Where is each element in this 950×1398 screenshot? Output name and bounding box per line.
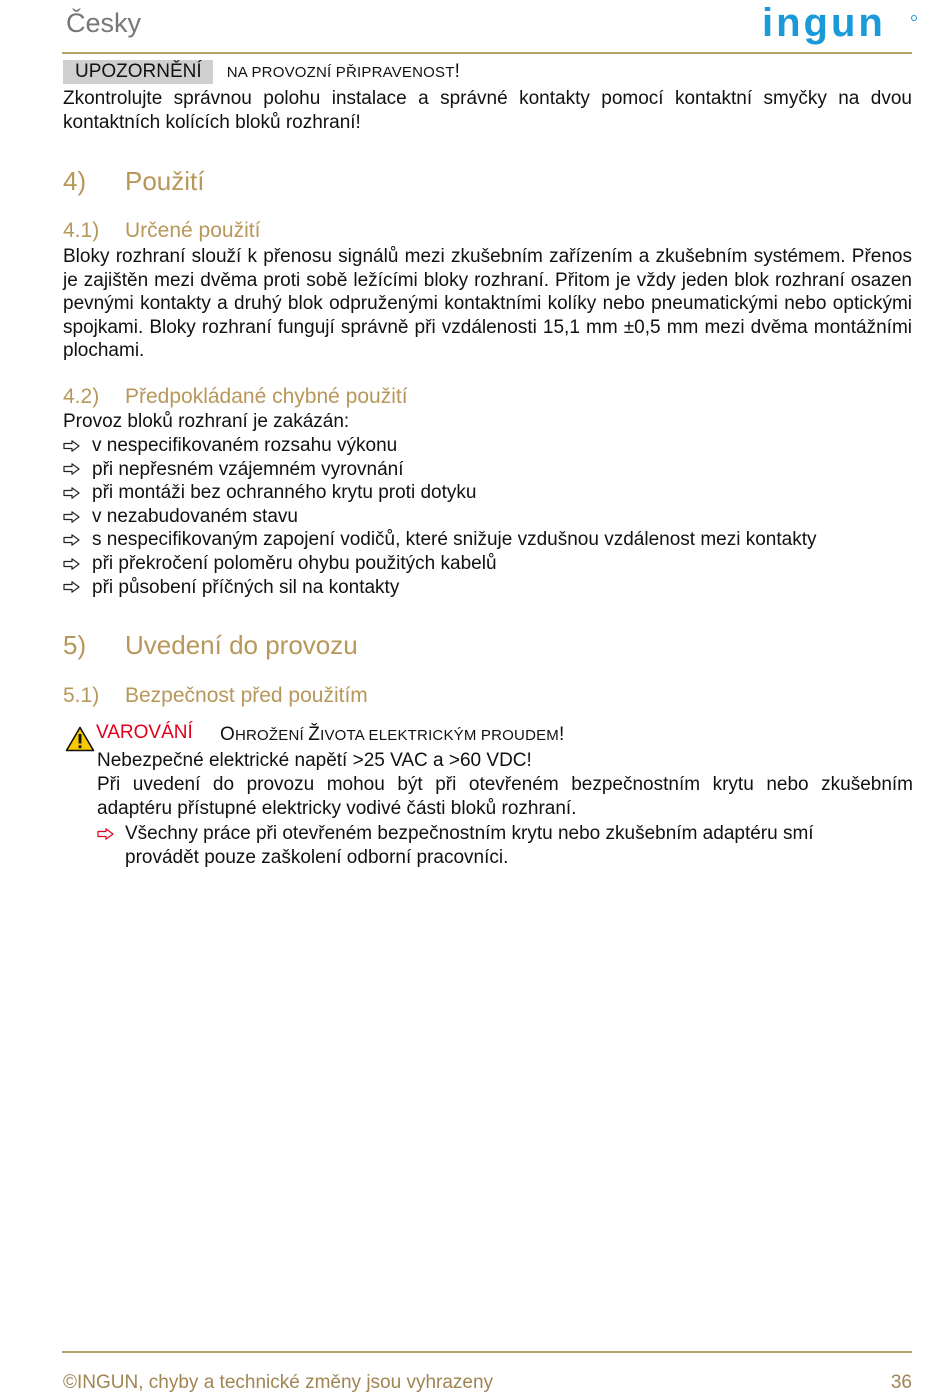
arrow-icon	[63, 463, 80, 475]
list-item	[63, 528, 817, 552]
notice-title	[227, 61, 460, 83]
warning-instruction	[97, 822, 887, 869]
warning-title-mark: !	[559, 724, 565, 745]
list-item-text: v nespecifikovaném rozsahu výkonu	[92, 435, 398, 456]
section-4-1-number: 4.1)	[63, 219, 100, 242]
list-item	[63, 434, 817, 458]
section-4-title: Použití	[125, 166, 205, 196]
section-4-2-heading	[63, 385, 408, 409]
notice-badge: UPOZORNĚNÍ	[63, 60, 213, 84]
section-5-1-number: 5.1)	[63, 684, 100, 707]
arrow-icon	[63, 487, 80, 499]
list-item	[63, 458, 817, 482]
notice-title-text: NA PROVOZNÍ PŘIPRAVENOST	[226, 64, 455, 81]
warning-title-initial: O	[220, 724, 235, 745]
section-5-title: Uvedení do provozu	[125, 630, 358, 660]
arrow-icon	[63, 534, 80, 546]
section-5-1-title: Bezpečnost před použitím	[125, 684, 368, 707]
list-item	[63, 552, 817, 576]
warning-label: VAROVÁNÍ	[96, 722, 193, 743]
list-item	[63, 481, 817, 505]
list-item-text: při nepřesném vzájemném vyrovnání	[92, 458, 404, 480]
ingun-logo	[760, 4, 920, 48]
footer-divider	[62, 1351, 912, 1353]
misuse-list	[63, 434, 817, 599]
list-item-text: při působení příčných sil na kontakty	[92, 576, 400, 598]
arrow-icon	[63, 511, 80, 523]
logo-text: ingun	[762, 4, 886, 45]
misuse-intro: Provoz bloků rozhraní je zakázán:	[63, 411, 350, 432]
notice-text: Zkontrolujte správnou polohu instalace a správné kontakty pomocí kontaktní smyčky na dvou kontaktních kolících bloků rozhraní!	[63, 88, 912, 133]
warning-title-part: HROŽENÍ	[234, 727, 309, 744]
list-item	[63, 505, 817, 529]
section-4-2-title: Předpokládané chybné použití	[125, 385, 408, 408]
section-4-1-title: Určené použití	[125, 219, 261, 242]
section-5-1-heading	[63, 684, 368, 708]
warning-triangle-icon	[65, 726, 95, 752]
arrow-icon	[63, 440, 80, 452]
language-label: Česky	[66, 8, 142, 38]
arrow-icon	[97, 828, 114, 840]
footer-copyright: ©INGUN, chyby a technické změny jsou vyhrazeny	[63, 1372, 494, 1393]
warning-description: Při uvedení do provozu mohou být při otevřeném bezpečnostním krytu nebo zkušebním adaptéru přístupné elektricky vodivé části bloků rozhraní.	[97, 774, 913, 819]
page-number: 36	[890, 1372, 912, 1393]
section-5-number: 5)	[63, 630, 87, 660]
list-item-text: při montáži bez ochranného krytu proti dotyku	[92, 482, 477, 504]
section-4-heading	[63, 166, 205, 197]
warning-instruction-text: Všechny práce při otevřeném bezpečnostním krytu nebo zkušebním adaptéru smí provádět pouze zaškolení odborní pracovníci.	[125, 823, 814, 868]
warning-title-initial-2: Ž	[308, 724, 321, 745]
intended-use-text: Bloky rozhraní slouží k přenosu signálů mezi zkušebním zařízením a zkušebním systémem. Přenos je zajištěn mezi dvěma proti sobě ležícími bloky rozhraní. Přitom je vždy jeden blok rozhraní osazen pevnými kontakty a druhý blok odpruženými kontaktními kolíky nebo pneumatickými nebo optickými spojkami. Bloky rozhraní fungují správně při vzdálenosti 15,1 mm ±0,5 mm mezi dvěma montážními plochami.	[63, 246, 912, 361]
notice-heading	[63, 60, 460, 86]
section-4-2-number: 4.2)	[63, 385, 100, 408]
list-item-text: s nespecifikovaným zapojení vodičů, které snižuje vzdušnou vzdálenost mezi kontakty	[92, 529, 817, 551]
arrow-icon	[63, 558, 80, 570]
list-item-text: při překročení poloměru ohybu použitých kabelů	[92, 552, 497, 574]
list-item	[63, 576, 817, 600]
section-4-1-heading	[63, 219, 260, 243]
warning-voltage-text: Nebezpečné elektrické napětí >25 VAC a >60 VDC!	[97, 750, 532, 771]
section-4-number: 4)	[63, 166, 87, 196]
arrow-icon	[63, 581, 80, 593]
warning-title-part-2: IVOTA ELEKTRICKÝM PROUDEM	[320, 727, 560, 744]
list-item-text: v nezabudovaném stavu	[92, 505, 298, 527]
notice-title-mark: !	[454, 61, 461, 82]
section-5-heading	[63, 630, 358, 661]
warning-title	[220, 724, 565, 746]
header-divider	[62, 52, 912, 54]
